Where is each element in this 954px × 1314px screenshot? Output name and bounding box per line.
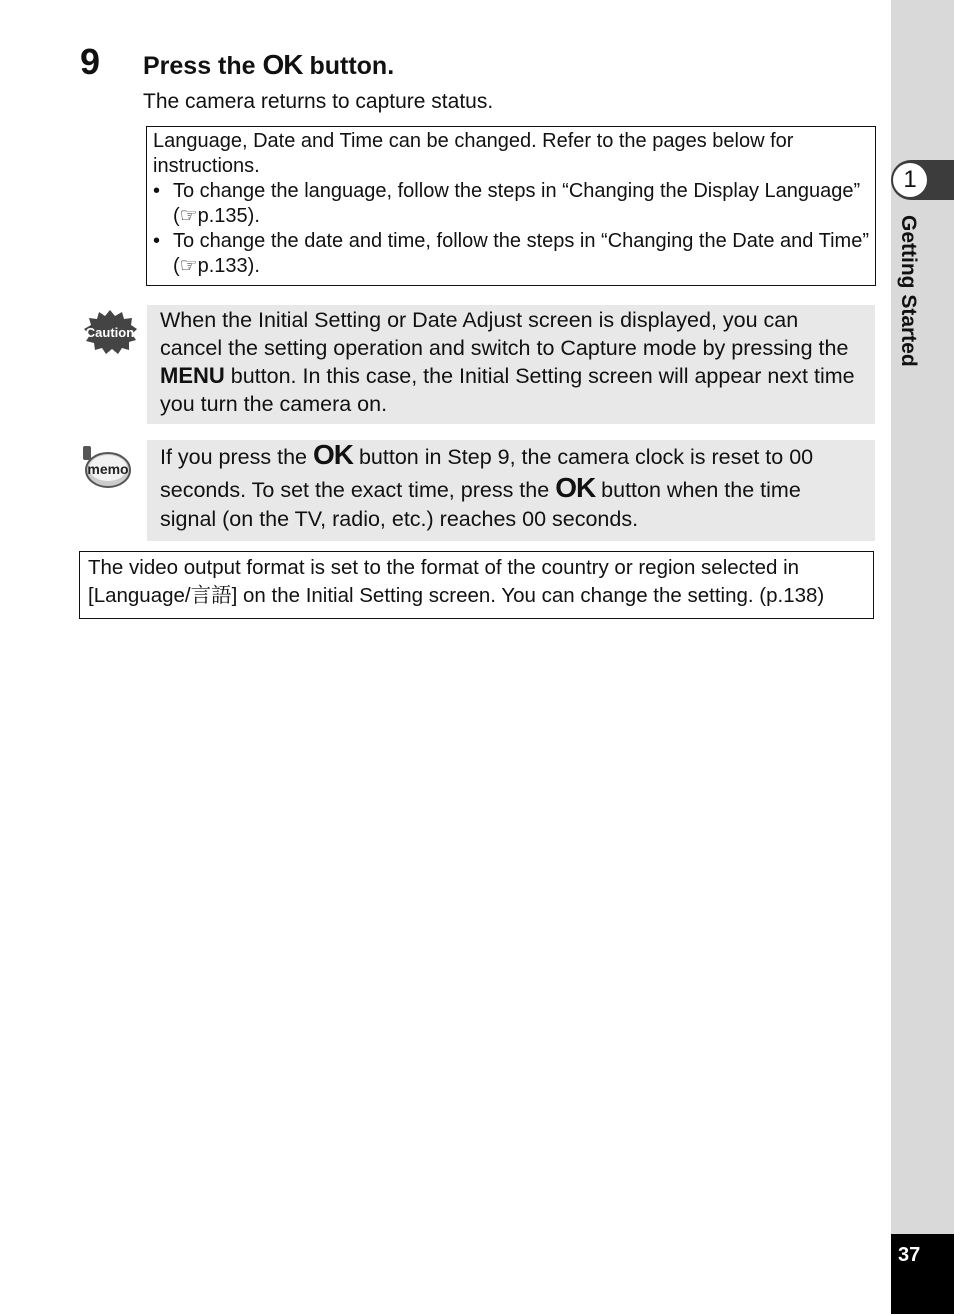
menu-button-glyph: MENU (160, 363, 225, 388)
caution-box (147, 305, 875, 424)
caution-icon-label: Caution (85, 325, 135, 340)
memo-icon (80, 444, 132, 495)
ok-button-glyph: OK (312, 439, 353, 470)
language-date-note (146, 126, 876, 286)
note-bullet (153, 179, 869, 229)
memo-part-1: If you press the (160, 445, 307, 469)
page-reference-icon: ☞ (179, 205, 198, 227)
memo-box (147, 440, 875, 541)
caution-icon (82, 309, 138, 360)
bullet-text-after: p.133). (197, 255, 260, 277)
bullet-text-before: To change the language, follow the steps in “Changing the Display Language” ( (173, 180, 861, 227)
ok-button-glyph: OK (555, 471, 596, 503)
step-title-after: button. (309, 52, 395, 80)
bullet-text (173, 229, 869, 279)
step-description: The camera returns to capture status. (143, 90, 494, 113)
video-text-after: ] on the Initial Setting screen. You can change the setting. (p.138) (231, 584, 825, 607)
step-title (143, 48, 394, 83)
memo-icon-label: memo (87, 461, 129, 477)
caution-text-after: button. In this case, the Initial Setting screen will appear next time you turn the camera on. (160, 364, 855, 416)
bullet-text (173, 179, 869, 229)
step-title-before: Press the (143, 52, 256, 80)
language-glyph: 言語 (190, 584, 232, 607)
step-number: 9 (80, 41, 101, 82)
ok-button-glyph: OK (262, 49, 303, 80)
bullet-mark: • (153, 230, 161, 252)
bullet-mark: • (153, 180, 161, 202)
chapter-title: Getting Started (897, 215, 920, 367)
video-text-before: The video output format is set to the format of the country or region selected in [Language/ (88, 556, 800, 607)
chapter-number: 1 (893, 163, 927, 197)
video-output-note (79, 551, 874, 619)
bullet-text-before: To change the date and time, follow the steps in “Changing the Date and Time” ( (173, 230, 869, 277)
memo-part-3: button when the time signal (on the TV, radio, etc.) reaches 00 seconds. (160, 477, 801, 531)
note-intro: Language, Date and Time can be changed. Refer to the pages below for instructions. (153, 130, 794, 177)
bullet-text-after: p.135). (197, 205, 260, 227)
note-bullet (153, 229, 869, 279)
caution-text-before: When the Initial Setting or Date Adjust screen is displayed, you can cancel the setting operation and switch to Capture mode by pressing the (160, 308, 849, 360)
memo-part-2: button in Step 9, the camera clock is reset to 00 seconds. To set the exact time, press the (160, 445, 814, 502)
page-number: 37 (898, 1244, 921, 1266)
page-reference-icon: ☞ (179, 255, 198, 277)
